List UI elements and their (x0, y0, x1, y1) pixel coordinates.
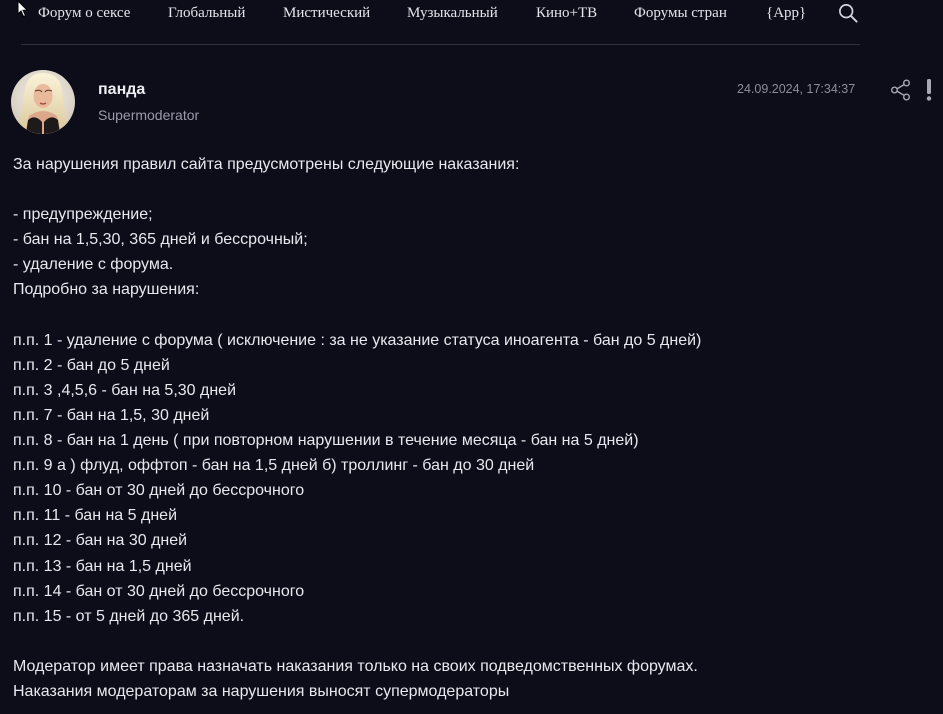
post-body-line: п.п. 10 - бан от 30 дней до бессрочного (13, 482, 305, 500)
post-body-line (13, 177, 933, 202)
post-body-line: п.п. 14 - бан от 30 дней до бессрочного (13, 582, 305, 600)
post-body-line: За нарушения правил сайта предусмотрены следующие наказания: (13, 156, 520, 173)
post-body-line: п.п. 12 - бан на 30 дней (13, 532, 188, 550)
search-icon[interactable] (838, 3, 858, 23)
nav-item-forumy-stran[interactable]: Форумы стран (634, 5, 727, 21)
post-body-line: п.п. 9 а ) флуд, оффтоп - бан на 1,5 дней б) троллинг - бан до 30 дней (13, 457, 535, 475)
post-author-role: Supermoderator (98, 107, 200, 123)
nav-item-globalny[interactable]: Глобальный (168, 5, 246, 21)
share-icon[interactable] (890, 79, 912, 101)
post-body-line: п.п. 2 - бан до 5 дней (13, 356, 170, 374)
user-avatar[interactable] (11, 70, 75, 134)
post-body-line: п.п. 1 - удаление с форума ( исключение : за не указание статуса иноагента - бан до 5 дней) (13, 331, 702, 349)
post-body-line: п.п. 3 ,4,5,6 - бан на 5,30 дней (13, 381, 237, 399)
post-body-line: п.п. 7 - бан на 1,5, 30 дней (13, 406, 210, 424)
post-body-line: п.п. 11 - бан на 5 дней (13, 507, 177, 525)
top-navigation (0, 0, 943, 28)
post-body-line: п.п. 13 - бан на 1,5 дней (13, 557, 192, 575)
post-body-line: - бан на 1,5,30, 365 дней и бессрочный; (13, 231, 308, 249)
post-body-line (13, 303, 933, 328)
header-divider (21, 44, 860, 45)
post-body-line: Наказания модераторам за нарушения выносят супермодераторы (13, 682, 510, 700)
exclamation-icon[interactable] (924, 78, 934, 102)
post-body-line: п.п. 8 - бан на 1 день ( при повторном нарушении в течение месяца - бан на 5 дней) (13, 432, 639, 450)
post-body-line (13, 629, 933, 654)
post-body-line: - предупреждение; (13, 206, 153, 224)
nav-item-misticheskiy[interactable]: Мистический (283, 5, 371, 21)
post-body-line: Модератор имеет права назначать наказания только на своих подведомственных форумах. (13, 657, 698, 675)
post-body-line: Подробно за нарушения: (13, 281, 200, 299)
post-body (13, 152, 933, 704)
nav-item-muzykalny[interactable]: Музыкальный (407, 5, 498, 21)
avatar-image (11, 70, 75, 134)
post-timestamp[interactable]: 24.09.2024, 17:34:37 (737, 82, 856, 96)
nav-item-kino-tv[interactable]: Кино+ТВ (536, 5, 598, 21)
mouse-cursor-icon (17, 0, 29, 18)
post-body-line: п.п. 15 - от 5 дней до 365 дней. (13, 607, 245, 625)
nav-item-forum-o-sekse[interactable]: Форум о сексе (38, 5, 131, 21)
nav-item-app[interactable]: {App} (766, 5, 807, 21)
post-body-line: - удаление с форума. (13, 256, 174, 274)
post-author-name[interactable]: панда (98, 81, 146, 98)
